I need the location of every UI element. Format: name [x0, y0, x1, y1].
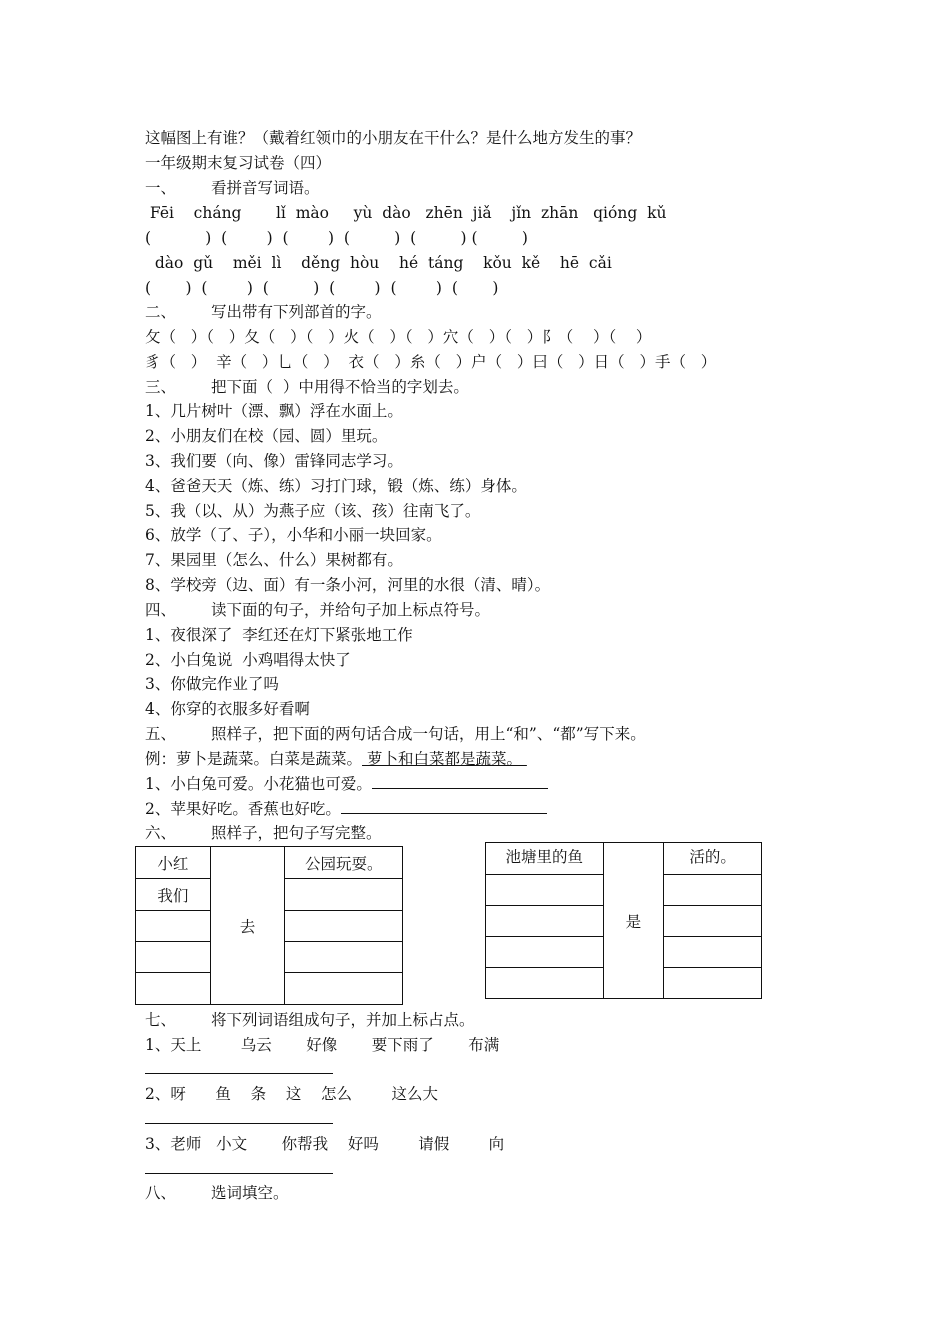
- question-item: 5、我（以、从）为燕子应（该、孩）往南飞了。: [145, 502, 481, 520]
- section-title: 将下列词语组成句子，并加上标占点。: [211, 1011, 475, 1029]
- subject-cell: 池塘里的鱼: [486, 843, 604, 875]
- section-3-heading: [145, 377, 469, 397]
- answer-line[interactable]: [145, 1173, 333, 1174]
- question-item: 8、学校旁（边、面）有一条小河，河里的水很（清、晴）。: [145, 576, 551, 594]
- section-4-heading: [145, 600, 490, 620]
- object-cell: 活的。: [664, 843, 762, 875]
- object-blank-cell[interactable]: [285, 911, 403, 942]
- radical-row-1[interactable]: 攵（ ）（ ）夂（ ）（ ）火（ ）（ ）穴（ ）（ ）阝（ ）（ ）: [145, 328, 652, 346]
- section-6-heading: [145, 823, 382, 843]
- answer-line[interactable]: [341, 799, 547, 814]
- answer-boxes-row-1[interactable]: ( ) ( ) ( ) ( ) ( ) ( ): [145, 229, 528, 247]
- section-title: 照样子，把句子写完整。: [211, 824, 382, 842]
- answer-line[interactable]: [145, 1123, 333, 1124]
- pinyin-row-1: Fēi cháng lǐ mào yù dào zhēn jiǎ jǐn zhān qióng kǔ: [145, 204, 667, 222]
- section-5-heading: [145, 724, 646, 744]
- sentence-table-left: [135, 846, 403, 1005]
- section-7-heading: [145, 1010, 475, 1030]
- section-1-heading: [145, 178, 320, 198]
- page-title: 一年级期末复习试卷（四）: [145, 154, 332, 172]
- example-line: [145, 749, 527, 769]
- section-title: 读下面的句子，并给句子加上标点符号。: [211, 601, 491, 619]
- object-blank-cell[interactable]: [664, 968, 762, 999]
- object-blank-cell[interactable]: [285, 942, 403, 973]
- object-cell: 公园玩耍。: [285, 847, 403, 879]
- section-title: 看拼音写词语。: [211, 179, 320, 197]
- section-title: 照样子，把下面的两句话合成一句话，用上“和”、“都”写下来。: [211, 725, 646, 743]
- subject-cell: 我们: [136, 879, 211, 911]
- subject-blank-cell[interactable]: [486, 937, 604, 968]
- section-number: 四、: [145, 601, 177, 619]
- subject-cell: 小红: [136, 847, 211, 879]
- verb-cell: 是: [603, 843, 664, 999]
- object-blank-cell[interactable]: [664, 937, 762, 968]
- question-item: 4、爸爸天天（炼、练）习打门球，锻（炼、练）身体。: [145, 477, 527, 495]
- object-blank-cell[interactable]: [285, 973, 403, 1005]
- word-group: 2、呀 鱼 条 这 怎么 这么大: [145, 1085, 438, 1103]
- verb-cell: 去: [210, 847, 285, 1005]
- subject-blank-cell[interactable]: [136, 942, 211, 973]
- sentence-item: 3、你做完作业了吗: [145, 675, 279, 693]
- word-group: 1、天上 乌云 好像 要下雨了 布满: [145, 1036, 500, 1054]
- section-number: 七、: [145, 1011, 177, 1029]
- question-item: 6、放学（了、子），小华和小丽一块回家。: [145, 526, 442, 544]
- answer-line[interactable]: [145, 1073, 333, 1074]
- section-number: 六、: [145, 824, 177, 842]
- object-blank-cell[interactable]: [664, 875, 762, 906]
- sentence-item: 2、小白兔说 小鸡唱得太快了: [145, 651, 351, 669]
- radical-row-2[interactable]: 豸（ ） 辛（ ）乚（ ） 衣（ ）糸（ ）户（ ）曰（ ）日（ ）手（ ）: [145, 353, 717, 371]
- object-blank-cell[interactable]: [285, 879, 403, 911]
- combine-item: [145, 799, 547, 819]
- question-item: 7、果园里（怎么、什么）果树都有。: [145, 551, 403, 569]
- sentence-table-right: [485, 842, 762, 999]
- question-item: 1、几片树叶（漂、飘）浮在水面上。: [145, 402, 403, 420]
- section-title: 写出带有下列部首的字。: [211, 303, 382, 321]
- intro-question: 这幅图上有谁？（戴着红领巾的小朋友在干什么？是什么地方发生的事？: [145, 129, 642, 147]
- subject-blank-cell[interactable]: [486, 906, 604, 937]
- sentence-item: 1、夜很深了 李红还在灯下紧张地工作: [145, 626, 413, 644]
- example-answer: 萝卜和白菜都是蔬菜。: [362, 750, 527, 768]
- section-title: 把下面（ ）中用得不恰当的字划去。: [211, 378, 469, 396]
- subject-blank-cell[interactable]: [486, 968, 604, 999]
- example-prompt: 例：萝卜是蔬菜。白菜是蔬菜。: [145, 750, 363, 768]
- pinyin-row-2: dào gǔ měi lì děng hòu hé táng kǒu kě hē cǎi: [145, 254, 612, 272]
- subject-blank-cell[interactable]: [486, 875, 604, 906]
- section-2-heading: [145, 302, 382, 322]
- combine-item: [145, 774, 548, 794]
- answer-line[interactable]: [372, 774, 548, 789]
- section-number: 三、: [145, 378, 177, 396]
- section-8-heading: [145, 1183, 289, 1203]
- section-number: 一、: [145, 179, 177, 197]
- word-group: 3、老师 小文 你帮我 好吗 请假 向: [145, 1135, 505, 1153]
- subject-blank-cell[interactable]: [136, 973, 211, 1005]
- question-item: 2、小朋友们在校（园、圆）里玩。: [145, 427, 388, 445]
- sentence-item: 4、你穿的衣服多好看啊: [145, 700, 310, 718]
- object-blank-cell[interactable]: [664, 906, 762, 937]
- section-number: 八、: [145, 1184, 177, 1202]
- question-item: 3、我们要（向、像）雷锋同志学习。: [145, 452, 403, 470]
- section-number: 二、: [145, 303, 177, 321]
- section-number: 五、: [145, 725, 177, 743]
- answer-boxes-row-2[interactable]: ( ) ( ) ( ) ( ) ( ) ( ): [145, 279, 499, 297]
- combine-prompt: 1、小白兔可爱。小花猫也可爱。: [145, 775, 372, 793]
- combine-prompt: 2、苹果好吃。香蕉也好吃。: [145, 800, 341, 818]
- subject-blank-cell[interactable]: [136, 911, 211, 942]
- section-title: 选词填空。: [211, 1184, 289, 1202]
